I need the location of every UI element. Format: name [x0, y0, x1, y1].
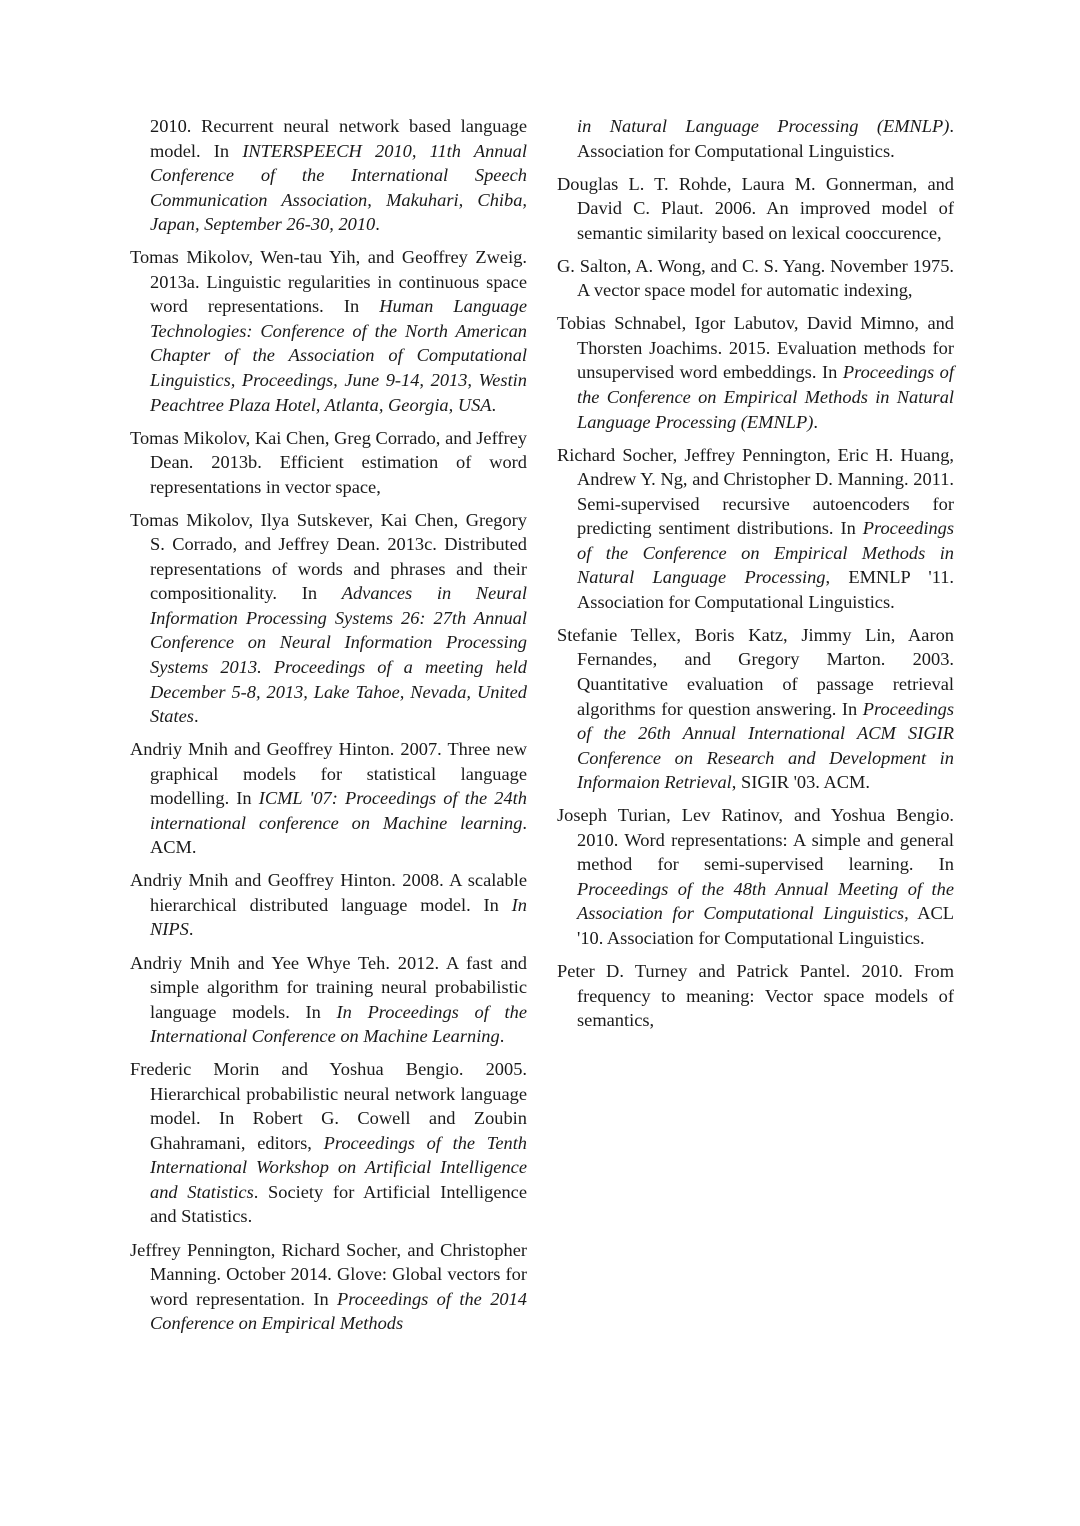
- reference-text: Richard Socher, Jeffrey Pennington, Eric H. Huang, Andrew Y. Ng, and Christopher D. Manning. 2011. Semi-supervised recursive autoencoders for predicting sentiment distributions. In: [557, 444, 954, 539]
- reference-text: G. Salton, A. Wong, and C. S. Yang. November 1975. A vector space model for automatic indexing,: [557, 255, 954, 301]
- reference-text: .: [813, 411, 818, 432]
- reference-venue-italic: Proceedings of the Conference on Empirical Methods in Natural Language Processing (EMNLP): [577, 362, 954, 432]
- reference-entry: [130, 426, 527, 500]
- reference-venue-italic: Proceedings of the 2014 Conference on Empirical Methods: [150, 1288, 528, 1334]
- reference-text: 2010. Recurrent neural network based language model. In: [150, 116, 527, 161]
- reference-text: , EMNLP '11. Association for Computational Linguistics.: [577, 567, 954, 612]
- reference-venue-italic: Proceedings of the 48th Annual Meeting of the Association for Computational Linguistics: [577, 878, 954, 924]
- reference-venue-italic: In Proceedings of the International Conference on Machine Learning: [150, 1001, 527, 1047]
- reference-entry: [557, 443, 954, 615]
- reference-entry: [557, 172, 954, 246]
- reference-text: .: [491, 394, 497, 415]
- reference-text: Joseph Turian, Lev Ratinov, and Yoshua Bengio. 2010. Word representations: A simple and general method for semi-supervised learning. In: [557, 805, 954, 875]
- reference-text: Frederic Morin and Yoshua Bengio. 2005. Hierarchical probabilistic neural network language model. In Robert G. Cowell and Zoubin Ghahramani, editors,: [130, 1059, 527, 1153]
- reference-entry: [557, 254, 954, 303]
- reference-entry: [130, 868, 527, 942]
- reference-entry: [557, 959, 954, 1033]
- reference-text: Stefanie Tellex, Boris Katz, Jimmy Lin, Aaron Fernandes, and Gregory Marton. 2003. Quantitative evaluation of passage retrieval algorithms for question answering. In: [557, 624, 954, 719]
- reference-text: Tomas Mikolov, Ilya Sutskever, Kai Chen, Gregory S. Corrado, and Jeffrey Dean. 2013c. Distributed representations of words and phrases and their compositionality. In: [130, 509, 527, 604]
- reference-entry-continued: [557, 114, 954, 163]
- reference-text: Andriy Mnih and Yee Whye Teh. 2012. A fast and simple algorithm for training neural probabilistic language models. In: [130, 952, 527, 1022]
- reference-venue-italic: In NIPS: [150, 894, 527, 940]
- reference-text: . Society for Artificial Intelligence and Statistics.: [150, 1181, 528, 1227]
- reference-text: . ACM.: [150, 812, 527, 858]
- reference-venue-italic: Human Language Technologies: Conference of the North American Chapter of the Association of Computational Linguistics, Proceedings, June 9-14, 2013, Westin Peachtree Plaza Hotel, Atlanta, Georgia, USA: [150, 296, 527, 415]
- reference-text: .: [499, 1026, 505, 1047]
- reference-entry: [557, 311, 954, 434]
- reference-text: Andriy Mnih and Geoffrey Hinton. 2008. A scalable hierarchical distributed language model. In: [130, 870, 527, 915]
- reference-entry: [130, 951, 527, 1049]
- reference-text: , SIGIR '03. ACM.: [731, 772, 870, 793]
- reference-entry: [130, 245, 527, 417]
- reference-text: Peter D. Turney and Patrick Pantel. 2010. From frequency to meaning: Vector space models of semantics,: [557, 961, 954, 1031]
- reference-entry: [557, 623, 954, 795]
- reference-text: .: [375, 214, 380, 235]
- reference-entry: [130, 737, 527, 860]
- reference-entry: [130, 1238, 527, 1336]
- reference-venue-italic: Advances in Neural Information Processing Systems 26: 27th Annual Conference on Neural Information Processing Systems 2013. Proceedings of a meeting held December 5-8, 2013, Lake Tahoe, Nevada, United States: [150, 583, 527, 727]
- reference-text: , ACL '10. Association for Computational Linguistics.: [577, 903, 954, 948]
- reference-text: Andriy Mnih and Geoffrey Hinton. 2007. Three new graphical models for statistical language modelling. In: [130, 739, 527, 809]
- reference-entry: [130, 1057, 527, 1229]
- reference-entry: [130, 508, 527, 729]
- reference-entry-continued: [130, 114, 527, 237]
- references-column-right: [557, 114, 954, 1041]
- reference-venue-italic: Proceedings of the Conference on Empirical Methods in Natural Language Processing: [577, 518, 954, 588]
- reference-text: Douglas L. T. Rohde, Laura M. Gonnerman, and David C. Plaut. 2006. An improved model of semantic similarity based on lexical cooccurence,: [557, 173, 954, 243]
- reference-text: Tobias Schnabel, Igor Labutov, David Mimno, and Thorsten Joachims. 2015. Evaluation methods for unsupervised word embeddings. In: [557, 313, 954, 383]
- reference-text: Tomas Mikolov, Wen-tau Yih, and Geoffrey Zweig. 2013a. Linguistic regularities in continuous space word representations. In: [130, 247, 527, 317]
- reference-venue-italic: ICML '07: Proceedings of the 24th international conference on Machine learning: [150, 788, 527, 833]
- reference-venue-italic: Proceedings of the 26th Annual International ACM SIGIR Conference on Research and Development in Informaion Retrieval: [577, 698, 954, 793]
- reference-text: Tomas Mikolov, Kai Chen, Greg Corrado, and Jeffrey Dean. 2013b. Efficient estimation of word representations in vector space,: [130, 427, 527, 497]
- reference-text: .: [193, 706, 199, 727]
- reference-text: . Association for Computational Linguistics.: [577, 116, 954, 161]
- reference-entry: [557, 803, 954, 950]
- references-column-left: [130, 114, 527, 1344]
- reference-venue-italic: INTERSPEECH 2010, 11th Annual Conference of the International Speech Communication Association, Makuhari, Chiba, Japan, September 26-30, 2010: [150, 140, 527, 235]
- reference-text: .: [188, 919, 194, 940]
- reference-venue-italic: Proceedings of the Tenth International Workshop on Artificial Intelligence and Statistics: [150, 1132, 528, 1202]
- reference-venue-italic: in Natural Language Processing (EMNLP): [577, 116, 950, 136]
- reference-text: Jeffrey Pennington, Richard Socher, and Christopher Manning. October 2014. Glove: Global vectors for word representation. In: [130, 1239, 527, 1309]
